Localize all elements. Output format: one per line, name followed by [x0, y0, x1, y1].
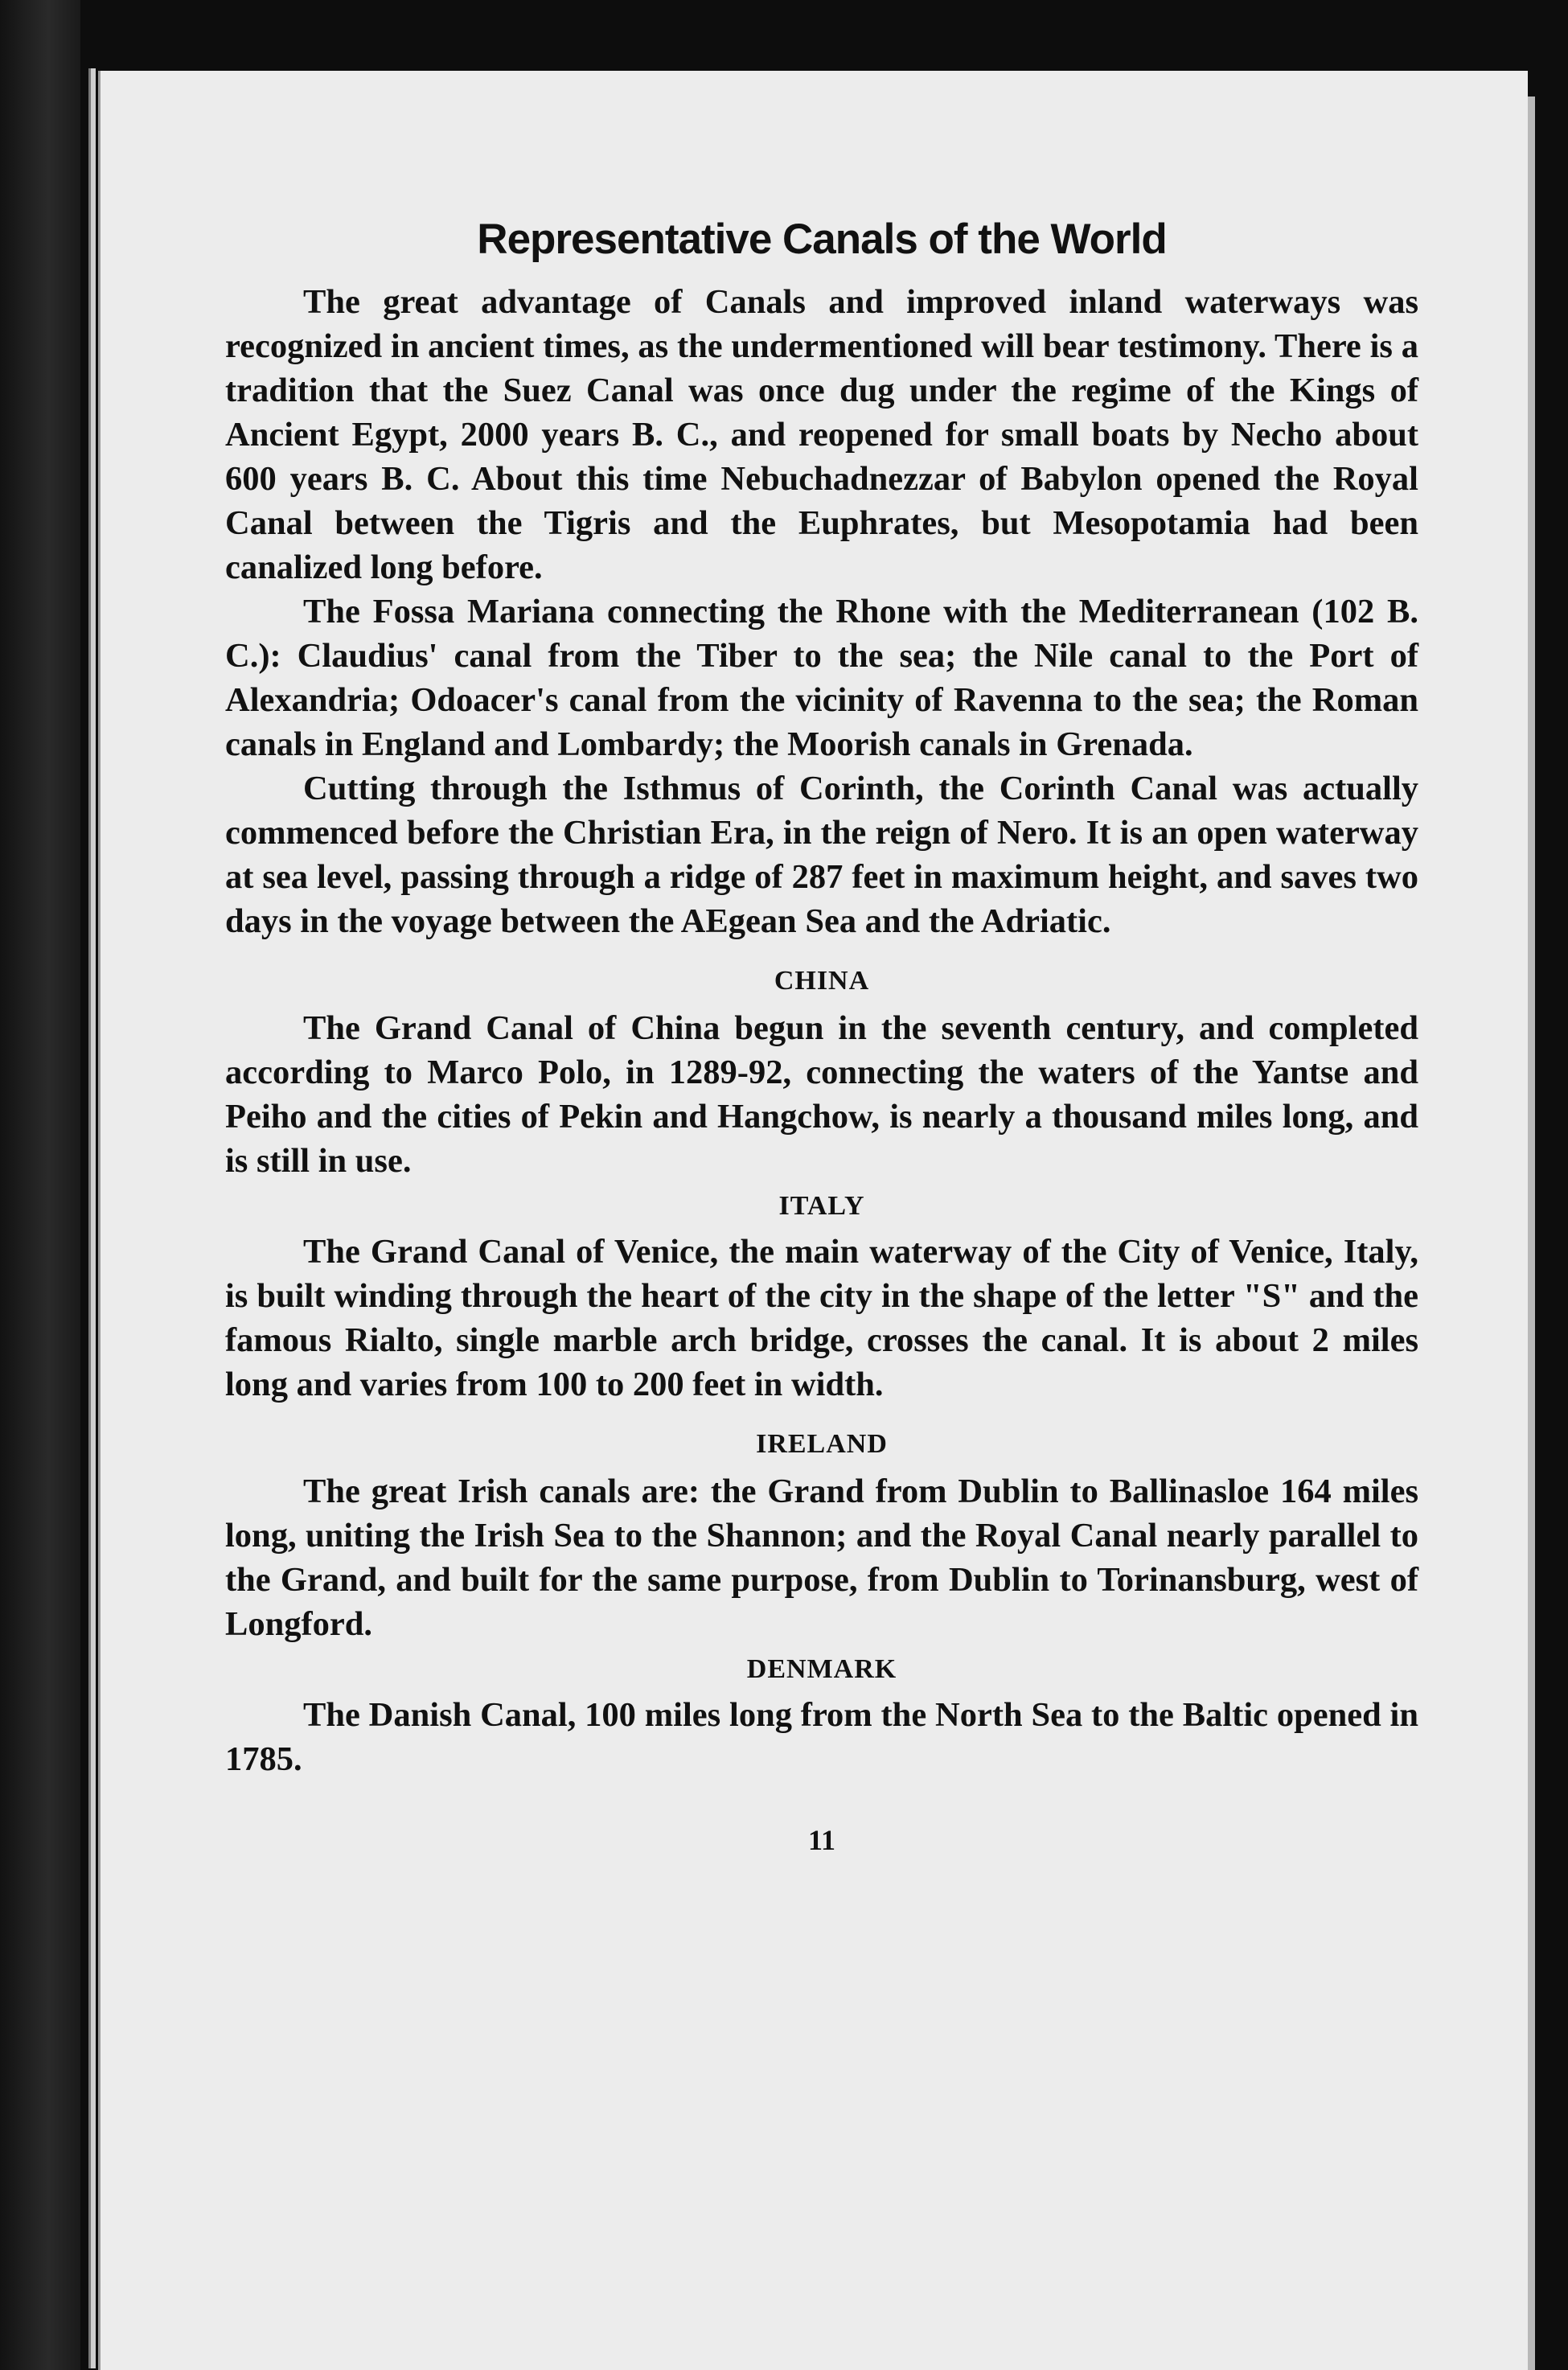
section-text-ireland: The great Irish canals are: the Grand from Dublin to Ballinasloe 164 miles long, uniting the Irish Sea to the Shannon; and the Royal Canal nearly parallel to the Grand, and built for the same purpose, from Dublin to Torinansburg, west of Longford.	[225, 1473, 1418, 1643]
page-title: Representative Canals of the World	[477, 216, 1167, 263]
section-text-denmark: The Danish Canal, 100 miles long from the North Sea to the Baltic opened in 1785.	[225, 1696, 1418, 1778]
facing-page-edge	[0, 0, 80, 2370]
intro-paragraph-1: The great advantage of Canals and improved inland waterways was recognized in ancient times, as the undermentioned will bear testimony. There is a tradition that the Suez Canal was once dug under the regime of the Kings of Ancient Egypt, 2000 years B. C., and reopened for small boats by Necho about 600 years B. C. About this time Nebuchadnezzar of Babylon opened the Royal Canal between the Tigris and the Euphrates, but Mesopotamia had been canalized long before.	[225, 283, 1418, 586]
section-text-italy: The Grand Canal of Venice, the main waterway of the City of Venice, Italy, is built winding through the heart of the city in the shape of the letter "S" and the famous Rialto, single marble arch bridge, crosses the canal. It is about 2 miles long and varies from 100 to 200 feet in width.	[225, 1233, 1418, 1403]
section-heading-denmark: DENMARK	[746, 1654, 897, 1684]
intro-paragraph-3: Cutting through the Isthmus of Corinth, the Corinth Canal was actually commenced before the Christian Era, in the reign of Nero. It is an open waterway at sea level, passing through a ridge of 287 feet in maximum height, and saves two days in the voyage between the AEgean Sea and the Adriatic.	[225, 770, 1418, 940]
page-fold	[88, 68, 96, 2368]
section-heading-china: CHINA	[774, 966, 870, 996]
section-heading-italy: ITALY	[778, 1191, 865, 1221]
intro-paragraph-2: The Fossa Mariana connecting the Rhone with the Mediterranean (102 B. C.): Claudius' canal from the Tiber to the sea; the Nile canal to the Port of Alexandria; Odoacer's canal from the vicinity of Ravenna to the sea; the Roman canals in England and Lombardy; the Moorish canals in Grenada.	[225, 593, 1418, 763]
section-text-china: The Grand Canal of China begun in the seventh century, and completed according to Marco Polo, in 1289-92, connecting the waters of the Yantse and Peiho and the cities of Pekin and Hangchow, is nearly a thousand miles long, and is still in use.	[225, 1009, 1418, 1180]
page-content	[225, 214, 1418, 1859]
page-number: 11	[807, 1824, 835, 1856]
book-page	[98, 71, 1528, 2370]
section-heading-ireland: IRELAND	[756, 1429, 888, 1459]
